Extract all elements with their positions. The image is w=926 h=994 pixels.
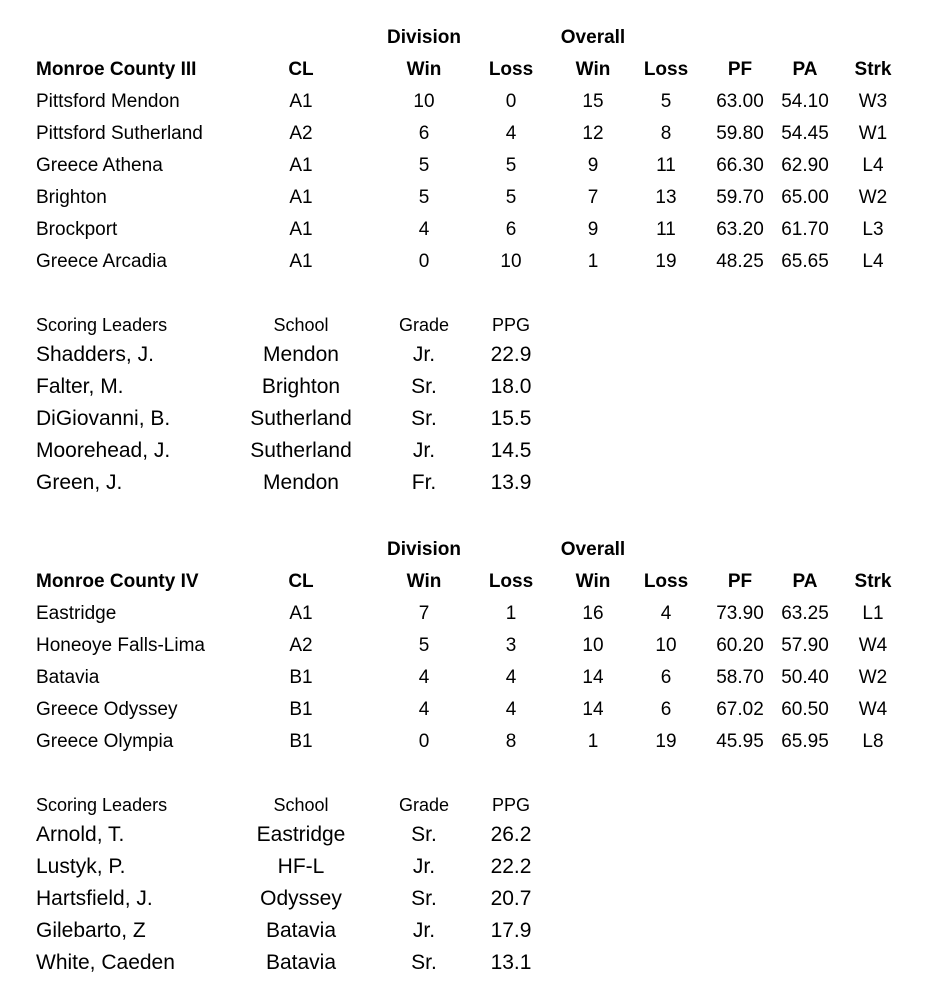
column-header-class: CL — [288, 59, 314, 80]
column-header-points-against: PA — [792, 571, 818, 592]
leader-school: Sutherland — [250, 407, 352, 430]
leader-grade: Sr. — [411, 407, 437, 430]
points-against: 54.45 — [781, 123, 829, 144]
column-header-overall-loss: Loss — [643, 59, 689, 80]
streak: W4 — [858, 635, 888, 656]
division-win: 4 — [418, 219, 430, 240]
leader-ppg: 22.2 — [490, 855, 532, 878]
team-name: Pittsford Mendon — [36, 91, 180, 112]
leader-player-name: Gilebarto, Z — [36, 919, 146, 942]
class: B1 — [289, 667, 313, 688]
class: A1 — [289, 155, 313, 176]
leaders-header-grade: Grade — [398, 795, 450, 815]
overall-loss: 8 — [660, 123, 672, 144]
standings-title: Monroe County III — [36, 59, 197, 80]
leader-school: Batavia — [265, 951, 337, 974]
division-loss: 1 — [505, 603, 517, 624]
overall-loss: 19 — [655, 251, 677, 272]
points-against: 61.70 — [781, 219, 829, 240]
column-header-streak: Strk — [854, 571, 892, 592]
leader-grade: Sr. — [411, 887, 437, 910]
leaders-header-school: School — [273, 795, 329, 815]
streak: L3 — [862, 219, 884, 240]
column-header-division-win: Win — [406, 571, 442, 592]
column-header-division-loss: Loss — [488, 571, 534, 592]
leader-grade: Jr. — [412, 919, 436, 942]
points-for: 63.20 — [716, 219, 764, 240]
leader-school: Batavia — [265, 919, 337, 942]
class: A1 — [289, 91, 313, 112]
points-against: 54.10 — [781, 91, 829, 112]
leader-player-name: Green, J. — [36, 471, 123, 494]
team-name: Greece Olympia — [36, 731, 174, 752]
overall-win: 9 — [587, 219, 599, 240]
points-for: 59.70 — [716, 187, 764, 208]
points-against: 65.95 — [781, 731, 829, 752]
overall-loss: 6 — [660, 699, 672, 720]
leader-player-name: DiGiovanni, B. — [36, 407, 171, 430]
standings-title: Monroe County IV — [36, 571, 199, 592]
division-loss: 6 — [505, 219, 517, 240]
division-win: 5 — [418, 155, 430, 176]
points-against: 57.90 — [781, 635, 829, 656]
division-loss: 0 — [505, 91, 517, 112]
leader-ppg: 26.2 — [490, 823, 532, 846]
overall-win: 15 — [582, 91, 604, 112]
points-for: 59.80 — [716, 123, 764, 144]
division-loss: 4 — [505, 667, 517, 688]
leader-player-name: Moorehead, J. — [36, 439, 171, 462]
overall-loss: 19 — [655, 731, 677, 752]
leaders-header-school: School — [273, 315, 329, 335]
overall-win: 9 — [587, 155, 599, 176]
team-name: Eastridge — [36, 603, 117, 624]
division-group-header: Division — [387, 539, 461, 560]
division-win: 0 — [418, 251, 430, 272]
points-against: 65.65 — [781, 251, 829, 272]
division-loss: 10 — [500, 251, 522, 272]
column-header-overall-loss: Loss — [643, 571, 689, 592]
team-name: Pittsford Sutherland — [36, 123, 203, 144]
overall-loss: 5 — [660, 91, 672, 112]
division-loss: 4 — [505, 123, 517, 144]
leader-school: Brighton — [261, 375, 341, 398]
division-loss: 8 — [505, 731, 517, 752]
division-win: 5 — [418, 635, 430, 656]
leader-ppg: 18.0 — [490, 375, 532, 398]
class: A1 — [289, 187, 313, 208]
leader-player-name: Lustyk, P. — [36, 855, 126, 878]
points-for: 73.90 — [716, 603, 764, 624]
division-loss: 3 — [505, 635, 517, 656]
leader-grade: Sr. — [411, 823, 437, 846]
division-win: 7 — [418, 603, 430, 624]
division-loss: 4 — [505, 699, 517, 720]
class: B1 — [289, 731, 313, 752]
leader-grade: Fr. — [411, 471, 437, 494]
points-for: 58.70 — [716, 667, 764, 688]
leader-player-name: Falter, M. — [36, 375, 124, 398]
points-for: 45.95 — [716, 731, 764, 752]
team-name: Honeoye Falls-Lima — [36, 635, 205, 656]
column-header-points-for: PF — [727, 59, 753, 80]
points-for: 67.02 — [716, 699, 764, 720]
leader-school: Sutherland — [250, 439, 352, 462]
division-win: 5 — [418, 187, 430, 208]
column-header-overall-win: Win — [575, 59, 611, 80]
division-loss: 5 — [505, 187, 517, 208]
leaders-header-ppg: PPG — [491, 795, 531, 815]
division-group-header: Division — [387, 27, 461, 48]
team-name: Greece Odyssey — [36, 699, 178, 720]
points-for: 63.00 — [716, 91, 764, 112]
division-win: 6 — [418, 123, 430, 144]
leader-school: Mendon — [263, 471, 339, 494]
overall-loss: 13 — [655, 187, 677, 208]
division-win: 4 — [418, 667, 430, 688]
class: A2 — [289, 123, 313, 144]
overall-win: 12 — [582, 123, 604, 144]
streak: W4 — [858, 699, 888, 720]
leader-school: Odyssey — [260, 887, 342, 910]
column-header-points-for: PF — [727, 571, 753, 592]
leader-player-name: Shadders, J. — [36, 343, 154, 366]
overall-win: 16 — [582, 603, 604, 624]
overall-win: 1 — [587, 251, 599, 272]
leader-school: HF-L — [277, 855, 325, 878]
column-header-class: CL — [288, 571, 314, 592]
division-win: 10 — [413, 91, 435, 112]
leader-grade: Sr. — [411, 375, 437, 398]
leaders-header-ppg: PPG — [491, 315, 531, 335]
division-win: 4 — [418, 699, 430, 720]
streak: L4 — [862, 155, 884, 176]
overall-win: 14 — [582, 667, 604, 688]
leader-ppg: 13.1 — [490, 951, 532, 974]
column-header-overall-win: Win — [575, 571, 611, 592]
points-for: 60.20 — [716, 635, 764, 656]
streak: L8 — [862, 731, 884, 752]
column-header-points-against: PA — [792, 59, 818, 80]
streak: W1 — [858, 123, 888, 144]
overall-win: 10 — [582, 635, 604, 656]
points-for: 66.30 — [716, 155, 764, 176]
leader-grade: Jr. — [412, 439, 436, 462]
column-header-division-win: Win — [406, 59, 442, 80]
overall-loss: 6 — [660, 667, 672, 688]
leader-player-name: Hartsfield, J. — [36, 887, 153, 910]
leader-ppg: 20.7 — [490, 887, 532, 910]
overall-loss: 10 — [655, 635, 677, 656]
leader-grade: Jr. — [412, 855, 436, 878]
leaders-header-grade: Grade — [398, 315, 450, 335]
class: A1 — [289, 251, 313, 272]
streak: L1 — [862, 603, 884, 624]
overall-loss: 4 — [660, 603, 672, 624]
points-against: 65.00 — [781, 187, 829, 208]
overall-win: 7 — [587, 187, 599, 208]
leader-school: Mendon — [263, 343, 339, 366]
leader-ppg: 15.5 — [490, 407, 532, 430]
points-against: 60.50 — [781, 699, 829, 720]
division-win: 0 — [418, 731, 430, 752]
streak: W3 — [858, 91, 888, 112]
overall-win: 14 — [582, 699, 604, 720]
team-name: Greece Athena — [36, 155, 163, 176]
leader-grade: Jr. — [412, 343, 436, 366]
leader-player-name: Arnold, T. — [36, 823, 125, 846]
points-against: 63.25 — [781, 603, 829, 624]
team-name: Brighton — [36, 187, 107, 208]
streak: W2 — [858, 667, 888, 688]
points-against: 62.90 — [781, 155, 829, 176]
overall-group-header: Overall — [560, 27, 626, 48]
class: B1 — [289, 699, 313, 720]
leader-school: Eastridge — [256, 823, 346, 846]
streak: W2 — [858, 187, 888, 208]
team-name: Brockport — [36, 219, 118, 240]
overall-win: 1 — [587, 731, 599, 752]
class: A2 — [289, 635, 313, 656]
leader-player-name: White, Caeden — [36, 951, 175, 974]
points-for: 48.25 — [716, 251, 764, 272]
streak: L4 — [862, 251, 884, 272]
team-name: Greece Arcadia — [36, 251, 167, 272]
points-against: 50.40 — [781, 667, 829, 688]
team-name: Batavia — [36, 667, 100, 688]
leaders-header-player-name: Scoring Leaders — [36, 315, 168, 335]
class: A1 — [289, 219, 313, 240]
overall-loss: 11 — [656, 155, 676, 176]
overall-loss: 11 — [656, 219, 676, 240]
leader-ppg: 22.9 — [490, 343, 532, 366]
column-header-streak: Strk — [854, 59, 892, 80]
division-loss: 5 — [505, 155, 517, 176]
leader-ppg: 14.5 — [490, 439, 532, 462]
leader-ppg: 13.9 — [490, 471, 532, 494]
leader-ppg: 17.9 — [490, 919, 532, 942]
class: A1 — [289, 603, 313, 624]
column-header-division-loss: Loss — [488, 59, 534, 80]
overall-group-header: Overall — [560, 539, 626, 560]
leaders-header-player-name: Scoring Leaders — [36, 795, 168, 815]
leader-grade: Sr. — [411, 951, 437, 974]
